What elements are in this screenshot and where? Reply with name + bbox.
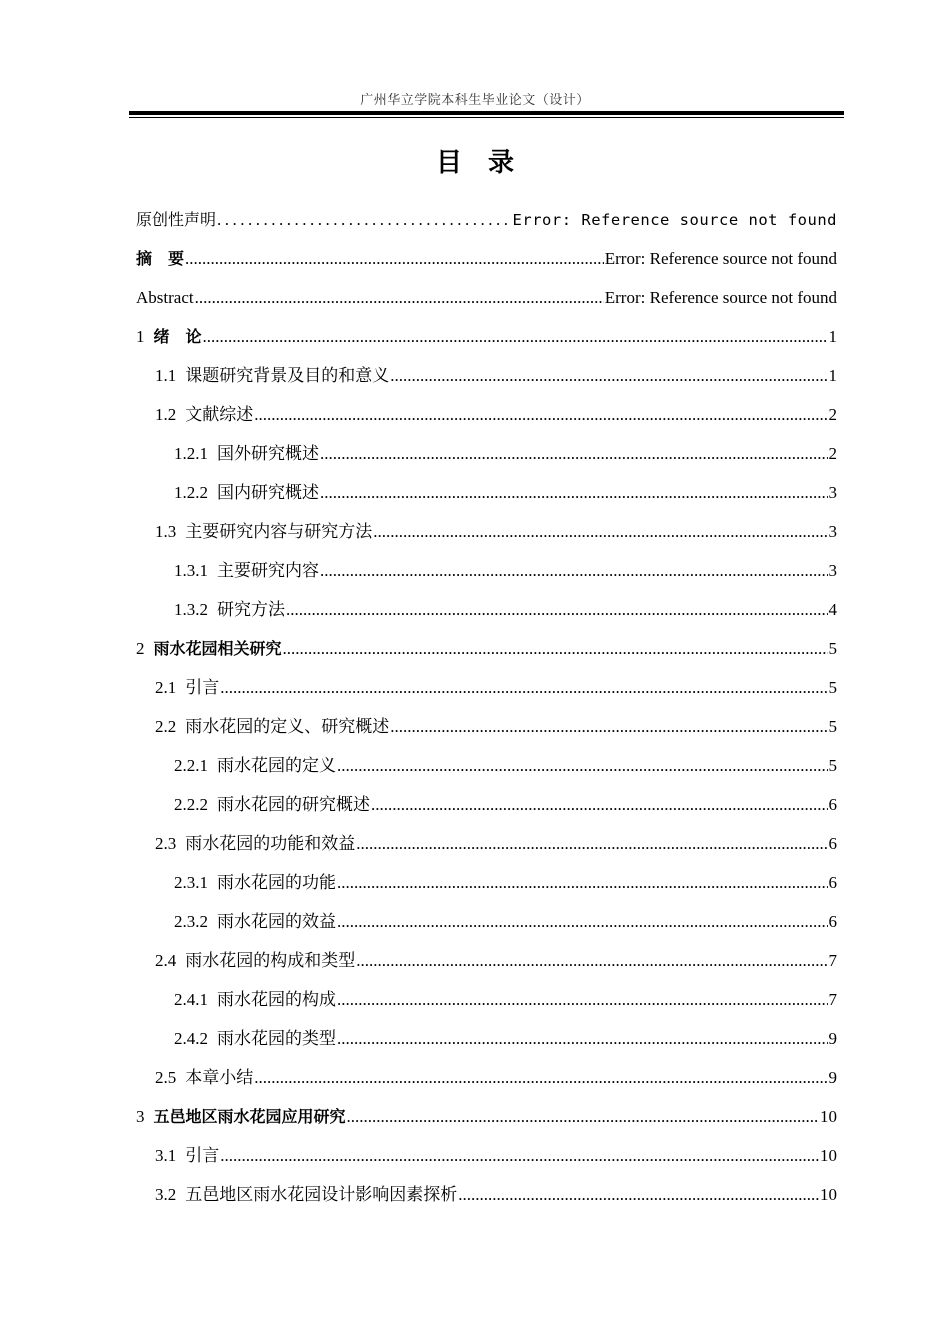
toc-number: 1.2.1 xyxy=(174,444,208,463)
toc-label: 五邑地区雨水花园设计影响因素探析 xyxy=(185,1185,458,1204)
toc-leader xyxy=(286,599,828,621)
toc-number: 1.3.1 xyxy=(174,561,208,580)
toc-entry-2-4[interactable] xyxy=(136,950,837,989)
toc-page: 3 xyxy=(828,522,837,541)
toc-leader xyxy=(320,560,828,582)
toc-page: 7 xyxy=(828,990,837,1009)
toc-entry-abstract-en[interactable] xyxy=(136,287,837,326)
toc-entry-2-5[interactable] xyxy=(136,1067,837,1106)
toc-label: 引言 xyxy=(185,1146,220,1165)
toc-entry-2-1[interactable] xyxy=(136,677,837,716)
toc-number: 1.2.2 xyxy=(174,483,208,502)
toc-label: 雨水花园相关研究 xyxy=(153,639,282,658)
toc-number: 2.4 xyxy=(155,951,177,970)
toc-entry-2-4-2[interactable] xyxy=(136,1028,837,1067)
toc-label: 雨水花园的功能 xyxy=(217,873,336,892)
toc-page: 5 xyxy=(828,756,837,775)
toc-entry-3-2[interactable] xyxy=(136,1184,837,1223)
toc-label: 雨水花园的类型 xyxy=(217,1029,336,1048)
header-rule-thin xyxy=(129,117,844,118)
toc-number: 2.2.2 xyxy=(174,795,208,814)
toc-entry-2-2-2[interactable] xyxy=(136,794,837,833)
toc-number: 2.2 xyxy=(155,717,177,736)
toc-page: 2 xyxy=(828,444,837,463)
toc-label: 主要研究内容与研究方法 xyxy=(185,522,373,541)
toc-label: 雨水花园的定义、研究概述 xyxy=(185,717,390,736)
toc-entry-1-2-2[interactable] xyxy=(136,482,837,521)
toc-page: Error: Reference source not found xyxy=(604,249,837,268)
toc-page: 4 xyxy=(828,600,837,619)
toc-number: 2.5 xyxy=(155,1068,177,1087)
toc-page: 7 xyxy=(828,951,837,970)
toc-number: 2.1 xyxy=(155,678,177,697)
toc-number: 2.3.2 xyxy=(174,912,208,931)
toc-number: 1.1 xyxy=(155,366,177,385)
toc-label: 本章小结 xyxy=(185,1068,254,1087)
toc-entry-2-3-2[interactable] xyxy=(136,911,837,950)
toc-number: 2.3 xyxy=(155,834,177,853)
toc-page: Error: Reference source not found xyxy=(604,288,837,307)
toc-page: 6 xyxy=(828,873,837,892)
header-rule-thick xyxy=(129,111,844,115)
toc-page: 9 xyxy=(828,1029,837,1048)
toc-label: 雨水花园的构成 xyxy=(217,990,336,1009)
toc-leader xyxy=(337,989,828,1011)
toc-leader xyxy=(254,1067,827,1089)
toc-page: 10 xyxy=(820,1185,837,1204)
toc-label: 主要研究内容 xyxy=(217,561,319,580)
toc-label: 雨水花园的定义 xyxy=(217,756,336,775)
toc-entry-1-3-1[interactable] xyxy=(136,560,837,599)
toc-number: 2.4.2 xyxy=(174,1029,208,1048)
toc-label: 引言 xyxy=(185,678,220,697)
toc-entry-2-2[interactable] xyxy=(136,716,837,755)
toc-entry-2-3[interactable] xyxy=(136,833,837,872)
toc-leader xyxy=(217,209,512,231)
toc-entry-originality-statement[interactable] xyxy=(136,209,837,248)
toc-page: 1 xyxy=(828,327,837,346)
toc-page: 10 xyxy=(820,1107,837,1126)
toc-leader xyxy=(347,1106,819,1128)
toc-label: 摘 要 xyxy=(136,249,185,268)
toc-page: 6 xyxy=(828,834,837,853)
toc-leader xyxy=(337,911,828,933)
toc-number: 1.3 xyxy=(155,522,177,541)
toc-leader xyxy=(337,872,828,894)
toc-label: 文献综述 xyxy=(185,405,254,424)
page-title: 目录 xyxy=(435,148,540,178)
toc-number: 2.3.1 xyxy=(174,873,208,892)
toc-entry-abstract-cn[interactable] xyxy=(136,248,837,287)
toc-number: 1.2 xyxy=(155,405,177,424)
toc-leader xyxy=(356,950,827,972)
toc-leader xyxy=(203,326,828,348)
toc-page: 5 xyxy=(828,717,837,736)
toc-leader xyxy=(337,755,828,777)
toc-entry-2-2-1[interactable] xyxy=(136,755,837,794)
toc-label: 国外研究概述 xyxy=(217,444,319,463)
toc-leader xyxy=(371,794,828,816)
toc-label: 课题研究背景及目的和意义 xyxy=(185,366,390,385)
toc-leader xyxy=(195,287,604,309)
toc-label: 原创性声明 xyxy=(136,210,217,229)
header-text: 广州华立学院本科生毕业论文（设计） xyxy=(360,92,590,107)
toc-leader xyxy=(320,482,828,504)
toc-page: 6 xyxy=(828,912,837,931)
toc-entry-2-3-1[interactable] xyxy=(136,872,837,911)
toc-leader xyxy=(220,1145,819,1167)
toc-label: 国内研究概述 xyxy=(217,483,319,502)
toc-entry-2[interactable] xyxy=(136,638,837,677)
toc-leader xyxy=(458,1184,819,1206)
toc-number: 2.4.1 xyxy=(174,990,208,1009)
toc-number: 2 xyxy=(136,639,145,658)
toc-entry-3[interactable] xyxy=(136,1106,837,1145)
table-of-contents xyxy=(136,209,837,1223)
toc-label: 研究方法 xyxy=(217,600,285,619)
toc-page: 5 xyxy=(828,639,837,658)
toc-number: 3 xyxy=(136,1107,145,1126)
toc-entry-3-1[interactable] xyxy=(136,1145,837,1184)
toc-page: Error: Reference source not found xyxy=(512,211,837,229)
toc-number: 1.3.2 xyxy=(174,600,208,619)
toc-leader xyxy=(185,248,604,270)
toc-leader xyxy=(337,1028,828,1050)
toc-entry-1-2-1[interactable] xyxy=(136,443,837,482)
toc-leader xyxy=(320,443,828,465)
toc-entry-1-3-2[interactable] xyxy=(136,599,837,638)
toc-number: 3.2 xyxy=(155,1185,177,1204)
toc-label: 五邑地区雨水花园应用研究 xyxy=(153,1107,346,1126)
toc-number: 1 xyxy=(136,327,145,346)
toc-leader xyxy=(254,404,827,426)
toc-leader xyxy=(390,716,827,738)
toc-number: 3.1 xyxy=(155,1146,177,1165)
toc-label: 雨水花园的效益 xyxy=(217,912,336,931)
toc-page: 2 xyxy=(828,405,837,424)
toc-label: 雨水花园的研究概述 xyxy=(217,795,370,814)
toc-entry-1-3[interactable] xyxy=(136,521,837,560)
toc-page: 10 xyxy=(820,1146,837,1165)
toc-entry-1-2[interactable] xyxy=(136,404,837,443)
toc-entry-2-4-1[interactable] xyxy=(136,989,837,1028)
toc-page: 3 xyxy=(828,561,837,580)
toc-leader xyxy=(220,677,827,699)
toc-page: 6 xyxy=(828,795,837,814)
toc-label: 绪 论 xyxy=(153,327,202,346)
toc-entry-1[interactable] xyxy=(136,326,837,365)
toc-label: 雨水花园的功能和效益 xyxy=(185,834,356,853)
toc-number: 2.2.1 xyxy=(174,756,208,775)
toc-leader xyxy=(356,833,827,855)
toc-entry-1-1[interactable] xyxy=(136,365,837,404)
toc-page: 5 xyxy=(828,678,837,697)
toc-label: Abstract xyxy=(136,288,194,307)
toc-leader xyxy=(283,638,828,660)
toc-label: 雨水花园的构成和类型 xyxy=(185,951,356,970)
toc-page: 9 xyxy=(828,1068,837,1087)
toc-page: 1 xyxy=(828,366,837,385)
toc-leader xyxy=(373,521,827,543)
toc-page: 3 xyxy=(828,483,837,502)
toc-leader xyxy=(390,365,827,387)
